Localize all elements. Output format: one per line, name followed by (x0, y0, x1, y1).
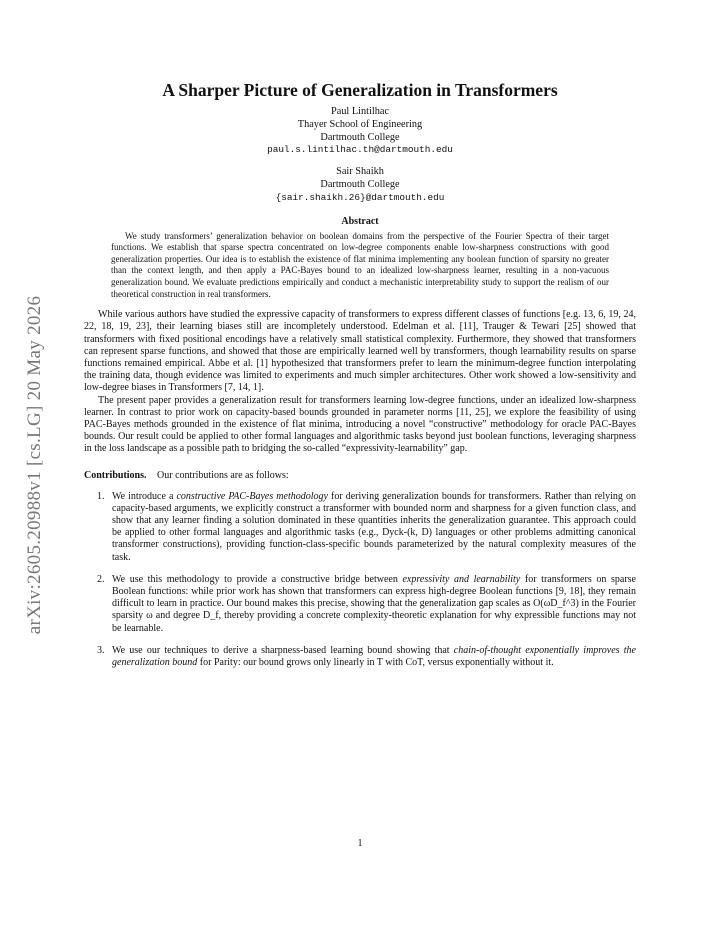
author-name: Paul Lintilhac (330, 106, 390, 117)
intro-paragraph-1: While various authors have studied the expressive capacity of transformers to express different classes of functions [e.g. 13, 6, 19, 24, 22, 18, 19, 23], their learning biases still are incompletely understood. Edelman et al. [11], Trauger & Tewari [25] showed that transformers with fixed positional encodings have a relatively small statistical complexity. Furthermore, they showed that transformers can represent sparse functions, and showed that those are empirically learned well by transformers, though learnability results on sparse functions remained empirical. Abbe et al. [1] hypothesized that transformers prefer to learn the minimum-degree function interpolating the training data, though evidence was limited to experiments and much simpler architectures. Other work showed a low-sensitivity and low-degree biases in Transformers [7, 14, 1]. (84, 309, 636, 394)
author-block-1 (84, 106, 636, 157)
list-text: for transformers on sparse Boolean functions: while prior work has shown that transformers can express high-degree Boolean functions [9, 18], they remain difficult to learn in practice. Our bound makes this precise, showing that the generalization gap scales as O(ωD_f^3) in the Fourier sparsity ω and degree D_f, thereby providing a concrete complexity-theoretic explanation for why expressible functions may not be learnable. (112, 573, 636, 634)
abstract-heading: Abstract (341, 215, 379, 227)
paper-title: A Sharper Picture of Generalization in Transformers (162, 80, 558, 100)
list-text: We introduce a (112, 490, 177, 502)
contributions-header (84, 470, 636, 481)
list-text: We use this methodology to provide a constructive bridge between (112, 573, 403, 585)
author-name: Sair Shaikh (336, 166, 384, 178)
list-text: We use our techniques to derive a sharpness-based learning bound showing that (112, 644, 454, 656)
list-number: 2. (97, 573, 105, 585)
paper-page (84, 80, 636, 679)
author-affiliation: Dartmouth College (320, 178, 400, 190)
arxiv-side-stamp (20, 255, 50, 675)
list-number: 1. (97, 490, 105, 502)
author-block-2 (84, 166, 636, 204)
list-emphasis: expressivity and learnability (402, 573, 521, 585)
list-item (97, 644, 636, 669)
contributions-heading: Contributions. (84, 469, 147, 481)
list-text: for deriving generalization bounds for transformers. Rather than relying on capacity-based arguments, we explicitly construct a transformer with bounded norm and sharpness for a given function class, and show that any learner finding a solution dominated in these quantities inherits the generalization guarantee. This approach could be applied to other formal languages and algorithmic tasks (e.g., Dyck-(k, D) languages or other problems admitting canonical transformer constructions), providing function-class-specific bounds parameterized by the natural complexity measures of the task. (112, 490, 636, 563)
intro-paragraph-2: The present paper provides a generalization result for transformers learning low-degree functions, under an idealized low-sharpness learner. In contrast to prior work on capacity-based bounds grounded in parameter norms [11, 25], we explore the feasibility of using PAC-Bayes methods grounded in the existence of flat minima, introducing a novel “constructive” methodology for oracle PAC-Bayes bounds. Our result could be applied to other formal languages and algorithmic tasks beyond just boolean functions, leveraging sharpness in the loss landscape as a possible path to bridging the so-called “expressivity-learnability” gap. (84, 394, 636, 455)
author-affiliation: Dartmouth College (320, 131, 400, 143)
contributions-list (84, 491, 636, 670)
list-emphasis: constructive PAC-Bayes methodology (176, 490, 328, 502)
list-item (97, 573, 636, 635)
contributions-intro: Our contributions are as follows: (157, 469, 289, 481)
list-text: for Parity: our bound grows only linearly in T with CoT, versus exponentially without it. (197, 657, 554, 669)
abstract-text: We study transformers’ generalization behavior on boolean domains from the perspective of the Fourier Spectra of their target functions. We establish that sparse spectra concentrated on low-degree components enable low-sharpness constructions with good generalization properties. Our idea is to establish the existence of flat minima implementing any boolean function of sparsity no greater than the context length, and then apply a PAC-Bayes bound to an idealized low-sharpness learner, resulting in a non-vacuous generalization bound. We evaluate predictions empirically and conduct a mechanistic interpretability study to support the realism of our theoretical construction in real transformers. (111, 230, 609, 299)
author-email[interactable]: paul.s.lintilhac.th@dartmouth.edu (267, 144, 453, 156)
list-number: 3. (97, 644, 105, 656)
arxiv-identifier: arXiv:2605.20988v1 [cs.LG] 20 May 2026 (24, 295, 45, 635)
list-item (97, 490, 636, 564)
author-affiliation: Thayer School of Engineering (297, 118, 423, 130)
page-number: 1 (357, 838, 363, 849)
list-emphasis: chain-of-thought exponentially improves the generalization bound (112, 644, 636, 669)
author-email[interactable]: {sair.shaikh.26}@dartmouth.edu (275, 191, 445, 203)
